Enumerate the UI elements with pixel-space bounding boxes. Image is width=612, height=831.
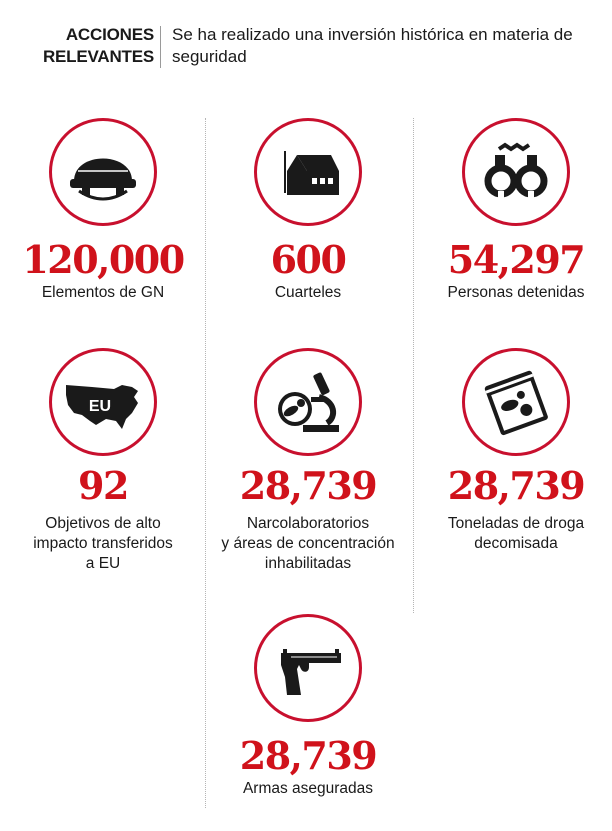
stat-value: 28,739: [239, 463, 377, 508]
stat-caption: [208, 283, 408, 303]
stat-caption-line: impacto transferidos: [33, 535, 173, 552]
stat-caption: [208, 779, 408, 799]
stat-caption-line: Narcolaboratorios: [246, 515, 370, 532]
stat-caption-line: decomisada: [474, 535, 558, 552]
stat-caption-line: a EU: [85, 555, 121, 572]
stat-item-personas-detenidas: [416, 118, 612, 308]
stat-value: 28,739: [447, 463, 585, 508]
barracks-icon: [254, 118, 362, 226]
column-divider-left: [205, 118, 206, 808]
stat-caption-line: Cuarteles: [274, 284, 342, 301]
helmet-icon: [49, 118, 157, 226]
header-divider: [160, 26, 161, 68]
stat-caption-line: inhabilitadas: [264, 555, 352, 572]
stat-caption: [3, 283, 203, 303]
section-label-line2: RELEVANTES: [42, 47, 154, 66]
microscope-pills-icon: [254, 348, 362, 456]
stat-caption-line: Armas aseguradas: [242, 780, 374, 797]
stat-caption: [3, 514, 203, 574]
column-divider-right: [413, 118, 414, 613]
stat-caption-line: y áreas de concentración: [221, 535, 395, 552]
stat-item-objetivos: [3, 348, 203, 588]
handcuffs-icon: [462, 118, 570, 226]
stat-item-narcolaboratorios: [208, 348, 408, 588]
header: [0, 22, 612, 72]
stat-item-cuarteles: [208, 118, 408, 308]
header-text: Se ha realizado una inversión histórica en materia de seguridad: [172, 25, 573, 66]
stat-caption-line: Elementos de GN: [41, 284, 165, 301]
stat-item-elementos-gn: [3, 118, 203, 308]
us-map-label: EU: [88, 398, 112, 415]
stat-caption-line: Personas detenidas: [447, 284, 585, 301]
stat-value: 54,297: [447, 237, 585, 282]
stat-caption: [208, 514, 408, 574]
pistol-icon: [254, 614, 362, 722]
stat-item-toneladas-droga: [416, 348, 612, 588]
stat-caption-line: Toneladas de droga: [447, 515, 585, 532]
section-label-line1: ACCIONES: [65, 25, 154, 44]
drug-bag-icon: [462, 348, 570, 456]
stat-value: 600: [270, 237, 346, 282]
stat-value: 120,000: [22, 237, 184, 282]
stat-value: 28,739: [239, 733, 377, 778]
stat-caption: [416, 514, 612, 554]
stat-item-armas: [208, 614, 408, 804]
stat-caption-line: Objetivos de alto: [45, 515, 161, 532]
us-map-icon: [49, 348, 157, 456]
section-label: [43, 24, 154, 68]
stat-caption: [416, 283, 612, 303]
stat-value: 92: [78, 463, 128, 508]
